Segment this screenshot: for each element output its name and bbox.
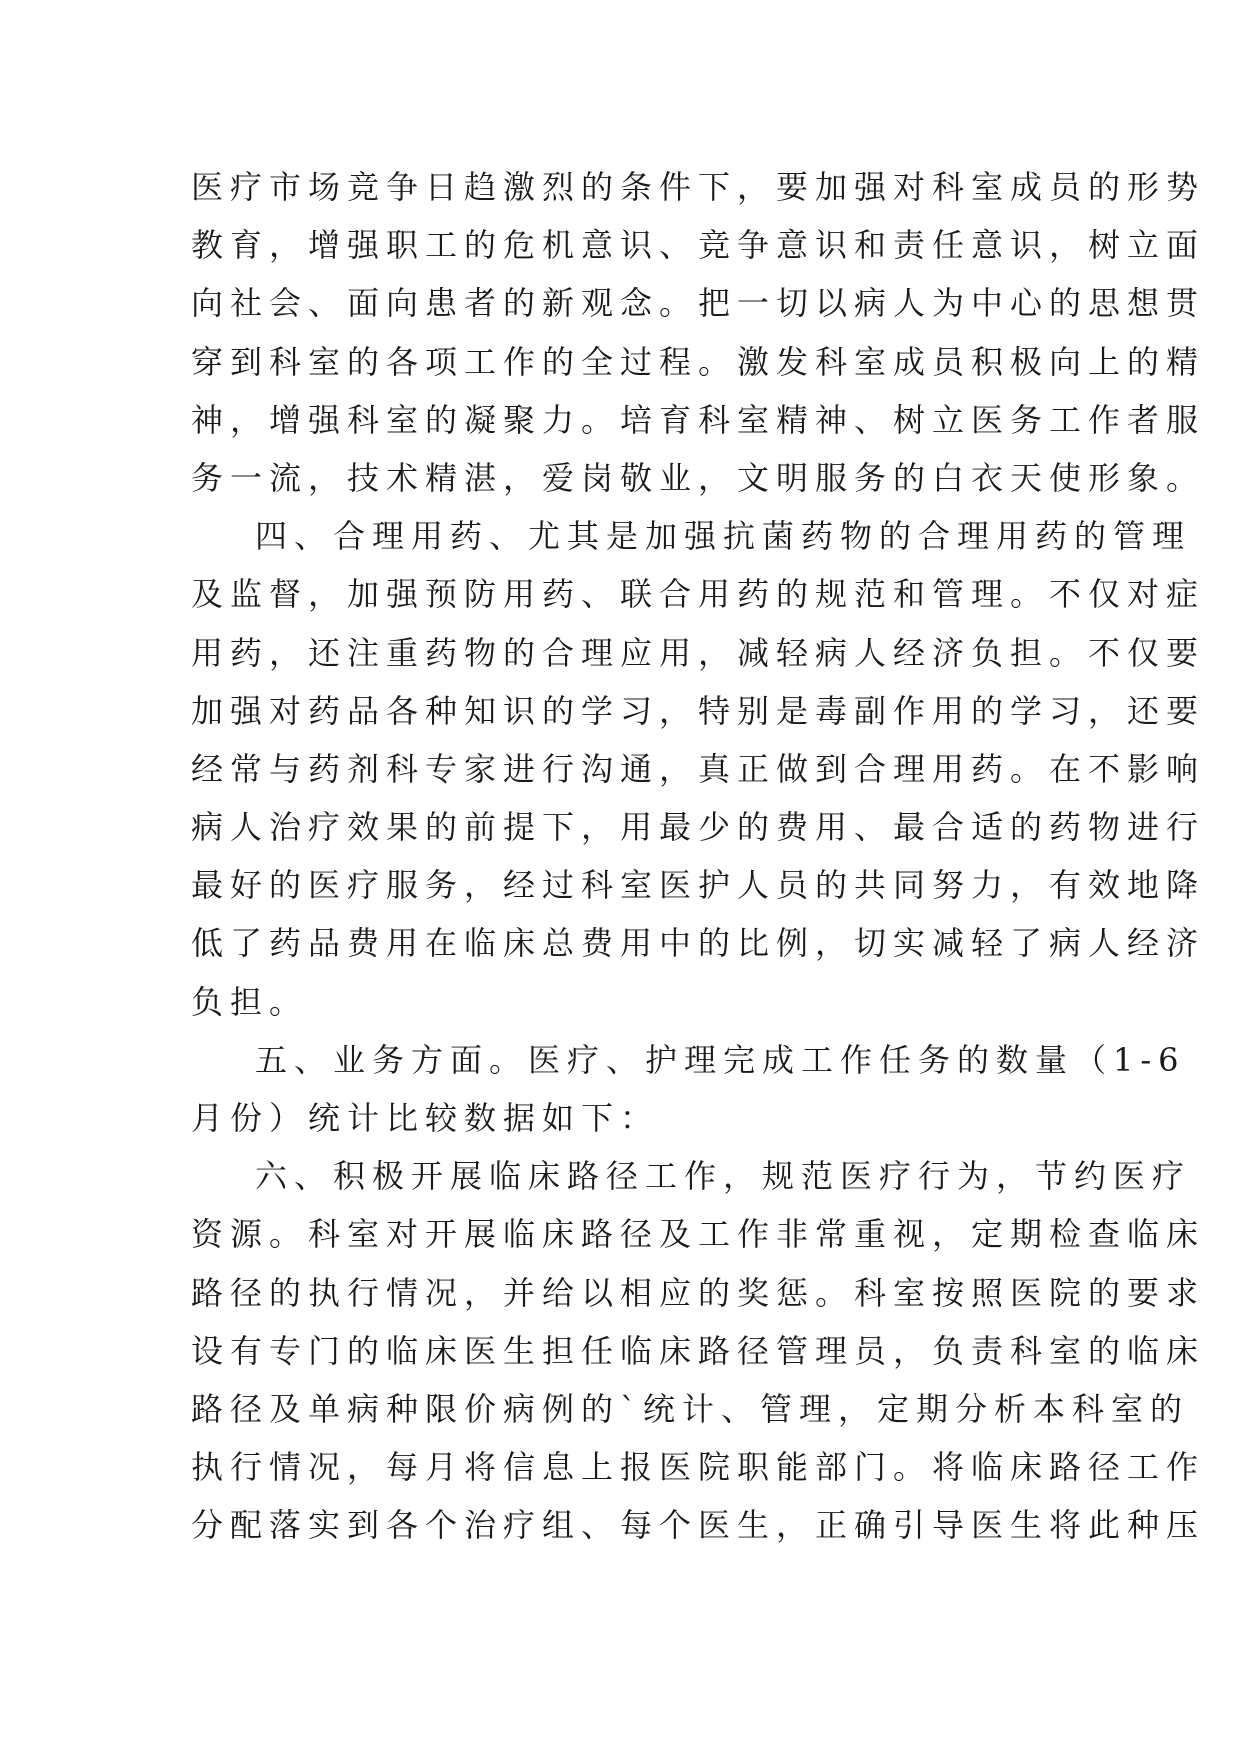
text-line: 设有专门的临床医生担任临床路径管理员，负责科室的临床 bbox=[191, 1331, 1206, 1370]
text-line: 路径的执行情况，并给以相应的奖惩。科室按照医院的要求 bbox=[191, 1273, 1206, 1312]
paragraph-start-line: 四、合理用药、尤其是加强抗菌药物的合理用药的管理 bbox=[255, 517, 1192, 556]
text-line: 及监督，加强预防用药、联合用药的规范和管理。不仅对症 bbox=[191, 575, 1206, 614]
paragraph-start-line: 五、业务方面。医疗、护理完成工作任务的数量（1-6 bbox=[255, 1040, 1186, 1079]
text-line: 神，增强科室的凝聚力。培育科室精神、树立医务工作者服 bbox=[191, 400, 1206, 439]
text-line: 向社会、面向患者的新观念。把一切以病人为中心的思想贯 bbox=[191, 284, 1206, 323]
text-line: 病人治疗效果的前提下，用最少的费用、最合适的药物进行 bbox=[191, 808, 1206, 847]
paragraph-start-line: 六、积极开展临床路径工作，规范医疗行为，节约医疗 bbox=[255, 1157, 1192, 1196]
text-line: 经常与药剂科专家进行沟通，真正做到合理用药。在不影响 bbox=[191, 749, 1206, 788]
document-body bbox=[191, 158, 1206, 1555]
text-line: 用药，还注重药物的合理应用，减轻病人经济负担。不仅要 bbox=[191, 633, 1206, 672]
text-line: 分配落实到各个治疗组、每个医生，正确引导医生将此种压 bbox=[191, 1506, 1206, 1545]
text-line: 穿到科室的各项工作的全过程。激发科室成员积极向上的精 bbox=[191, 342, 1206, 381]
text-line: 教育，增强职工的危机意识、竞争意识和责任意识，树立面 bbox=[191, 226, 1206, 265]
text-line: 低了药品费用在临床总费用中的比例，切实减轻了病人经济 bbox=[191, 924, 1206, 963]
text-line: 月份）统计比较数据如下： bbox=[191, 1099, 660, 1137]
text-line: 负担。 bbox=[191, 982, 309, 1021]
text-line: 务一流，技术精湛，爱岗敬业，文明服务的白衣天使形象。 bbox=[191, 458, 1206, 497]
text-line: 加强对药品各种知识的学习，特别是毒副作用的学习，还要 bbox=[191, 691, 1206, 730]
text-line: 医疗市场竞争日趋激烈的条件下，要加强对科室成员的形势 bbox=[191, 168, 1206, 206]
text-line: 路径及单病种限价病例的`统计、管理，定期分析本科室的 bbox=[191, 1389, 1190, 1428]
text-line: 最好的医疗服务，经过科室医护人员的共同努力，有效地降 bbox=[191, 866, 1206, 905]
text-line: 执行情况，每月将信息上报医院职能部门。将临床路径工作 bbox=[191, 1448, 1206, 1487]
text-line: 资源。科室对开展临床路径及工作非常重视，定期检查临床 bbox=[191, 1215, 1206, 1254]
